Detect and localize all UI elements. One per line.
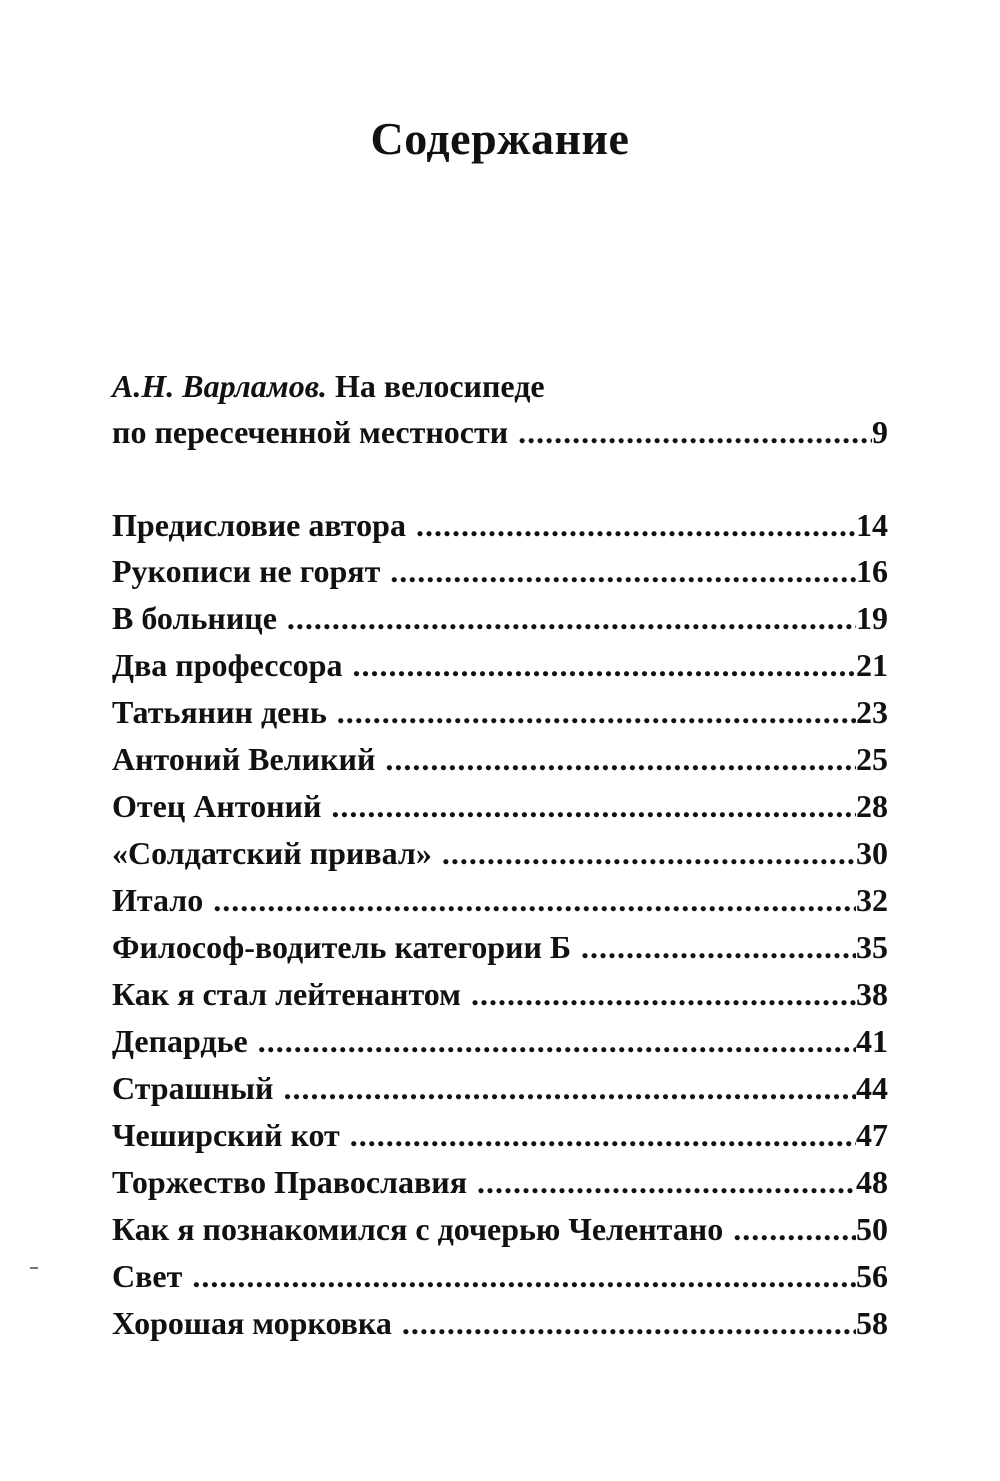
toc-entry-label: по пересеченной местности: [112, 414, 509, 450]
toc-entry-label: Как я познакомился с дочерью Челентано: [112, 1211, 724, 1247]
toc-entry[interactable]: [112, 551, 888, 591]
toc-entry-label: Хорошая морковка: [112, 1305, 392, 1341]
toc-entry-page: 9: [872, 414, 888, 450]
toc-entry-page: 21: [856, 647, 888, 683]
toc-entry-label: Депардье: [112, 1023, 248, 1059]
toc-entry-label: Два профессора: [112, 647, 343, 683]
intro-title-part1: На велосипеде: [327, 368, 545, 404]
toc-entry-label: Отец Антоний: [112, 788, 322, 824]
dot-leader: [287, 598, 856, 638]
dot-leader: [192, 1256, 856, 1296]
toc-entry-page: 48: [856, 1164, 888, 1200]
dot-leader: [581, 927, 856, 967]
dot-leader: [337, 692, 856, 732]
toc-entry[interactable]: [112, 927, 888, 967]
toc-entry-label: В больнице: [112, 600, 277, 636]
toc-entry[interactable]: [112, 974, 888, 1014]
toc-entry-page: 14: [856, 507, 888, 543]
toc-entry-page: 25: [856, 741, 888, 777]
dot-leader: [258, 1021, 856, 1061]
toc-entry[interactable]: [112, 1209, 888, 1249]
toc-entry[interactable]: [112, 1021, 888, 1061]
dot-leader: [402, 1303, 856, 1343]
intro-line-1: [112, 366, 545, 406]
toc-entry[interactable]: [112, 833, 888, 873]
toc-entry-label: Торжество Православия: [112, 1164, 467, 1200]
dot-leader: [416, 505, 856, 545]
toc-entry-page: 41: [856, 1023, 888, 1059]
toc-entry-label: Чеширский кот: [112, 1117, 340, 1153]
toc-entry-page: 58: [856, 1305, 888, 1341]
toc-entry[interactable]: [112, 645, 888, 685]
dot-leader: [331, 786, 856, 826]
toc-entry-label: Как я стал лейтенантом: [112, 976, 461, 1012]
dot-leader: [390, 551, 856, 591]
toc-entry-page: 19: [856, 600, 888, 636]
toc-entry[interactable]: [112, 505, 888, 545]
toc-entry[interactable]: [112, 1115, 888, 1155]
dot-leader: [350, 1115, 856, 1155]
dot-leader: [477, 1162, 856, 1202]
toc-entry-page: 47: [856, 1117, 888, 1153]
toc-entry[interactable]: [112, 598, 888, 638]
toc-entry-label: «Солдатский привал»: [112, 835, 432, 871]
toc-entry-label: Свет: [112, 1258, 183, 1294]
toc-entry-page: 28: [856, 788, 888, 824]
scan-mark: [30, 1267, 38, 1269]
dot-leader: [518, 412, 872, 452]
toc-entry-label: Философ-водитель категории Б: [112, 929, 572, 965]
toc-entry-label: Антоний Великий: [112, 741, 376, 777]
page-title: Содержание: [370, 113, 630, 164]
dot-leader: [733, 1209, 856, 1249]
toc-entry-page: 32: [856, 882, 888, 918]
toc-entry-label: Татьянин день: [112, 694, 327, 730]
dot-leader: [283, 1068, 856, 1108]
toc-entry-page: 23: [856, 694, 888, 730]
toc-entry-label: Рукописи не горят: [112, 553, 381, 589]
intro-author: А.Н. Варламов.: [112, 368, 327, 404]
dot-leader: [352, 645, 856, 685]
toc-entry-page: 16: [856, 553, 888, 589]
toc-entry[interactable]: [112, 786, 888, 826]
toc-entry-label: Предисловие автора: [112, 507, 406, 543]
dot-leader: [385, 739, 856, 779]
toc-entry[interactable]: [112, 880, 888, 920]
toc-entry[interactable]: [112, 1162, 888, 1202]
dot-leader: [442, 833, 856, 873]
toc-entry-page: 30: [856, 835, 888, 871]
toc-entry-page: 56: [856, 1258, 888, 1294]
toc-entry[interactable]: [112, 1068, 888, 1108]
toc-entry-label: Итало: [112, 882, 204, 918]
toc-entry[interactable]: [112, 1303, 888, 1343]
toc-entry[interactable]: [112, 692, 888, 732]
toc-entry[interactable]: [112, 1256, 888, 1296]
dot-leader: [471, 974, 856, 1014]
toc-entry[interactable]: [112, 739, 888, 779]
toc-entry-page: 35: [856, 929, 888, 965]
dot-leader: [213, 880, 856, 920]
toc-entry-page: 38: [856, 976, 888, 1012]
toc-entry-page: 44: [856, 1070, 888, 1106]
toc-entry-label: Страшный: [112, 1070, 274, 1106]
toc-entry-intro[interactable]: [112, 412, 888, 452]
toc-entry-page: 50: [856, 1211, 888, 1247]
